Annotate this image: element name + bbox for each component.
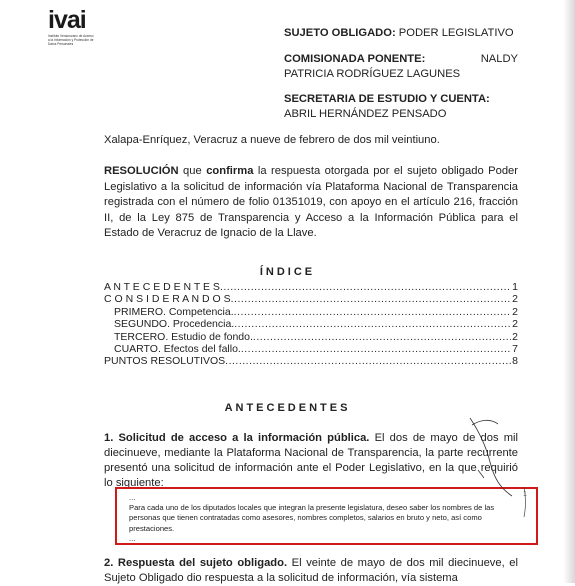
place-date: Xalapa-Enríquez, Veracruz a nueve de febrero de dos mil veintiuno. bbox=[104, 134, 440, 146]
toc-entry[interactable]: A N T E C E D E N T E S ..... 1 bbox=[104, 281, 518, 293]
antecedente-1-heading: 1. Solicitud de acceso a la información pública. bbox=[104, 432, 370, 444]
quote-ellipsis-bottom: ... bbox=[129, 533, 136, 543]
toc-entry[interactable]: PUNTOS RESOLUTIVOS ..... 8 bbox=[104, 355, 518, 367]
antecedentes-title: ANTECEDENTES bbox=[224, 402, 351, 414]
comisionada-value-2: PATRICIA RODRÍGUEZ LAGUNES bbox=[284, 67, 461, 80]
handwritten-mark: 1 bbox=[523, 491, 527, 498]
toc-entry[interactable]: SEGUNDO. Procedencia. ..... 2 bbox=[104, 318, 518, 330]
resolution-mid: que bbox=[178, 165, 207, 177]
resolution-verb: confirma bbox=[206, 165, 254, 177]
comisionada-label: COMISIONADA PONENTE: bbox=[284, 53, 426, 65]
toc-entry[interactable]: CUARTO. Efectos del fallo. ..... 7 bbox=[104, 343, 518, 355]
comisionada-value-1: NALDY bbox=[480, 53, 518, 65]
antecedente-1-text: El dos de mayo de dos mil diecinueve, mediante la Plataforma Nacional de Transparencia, la parte recurrente presentó una solicitud de información ante el Poder Legislativo, en la que requirió lo siguiente: bbox=[104, 432, 518, 489]
secretaria-value: ABRIL HERNÁNDEZ PENSADO bbox=[284, 107, 447, 120]
resolution-lead: RESOLUCIÓN bbox=[104, 165, 179, 177]
logo-tagline: Instituto Veracruzano de Acceso a la Información y Protección de Datos Personales bbox=[48, 34, 94, 46]
toc-entry[interactable]: C O N S I D E R A N D O S ..... 2 bbox=[104, 293, 518, 305]
quote-ellipsis-top: ... bbox=[129, 493, 136, 502]
toc-entry[interactable]: PRIMERO. Competencia. ..... 2 bbox=[104, 306, 518, 318]
pen-stroke bbox=[470, 418, 512, 496]
antecedente-2-heading: 2. Respuesta del sujeto obligado. bbox=[104, 557, 288, 569]
resolution-rest: la respuesta otorgada por el sujeto obligado Poder Legislativo a la solicitud de información vía Plataforma Nacional de Transparencia registrada con el número de folio 01351019, con apoyo en el artículo 216, fracción II, de la Ley 875 de Transparencia y Acceso a la Información Pública para el Estado de Veracruz de Ignacio de la Llave. bbox=[104, 165, 518, 240]
antecedente-2-text: El veinte de mayo de dos mil diecinueve, el Sujeto Obligado dio respuesta a la solicitud de información, vía sistema bbox=[104, 557, 519, 584]
logo-mark: ivai bbox=[48, 6, 86, 34]
sujeto-value: PODER LEGISLATIVO bbox=[398, 27, 514, 39]
pen-stroke bbox=[472, 420, 498, 425]
pen-stroke bbox=[478, 470, 484, 478]
index-title: ÍNDICE bbox=[259, 266, 316, 278]
quote-body: Para cada uno de los diputados locales que integran la presente legislatura, deseo saber los nombres de las personas que tienen contratadas como asesores, nombres completos, salarios en bruto y neto, así como prestaciones. bbox=[129, 503, 495, 533]
secretaria-label: SECRETARIA DE ESTUDIO Y CUENTA: bbox=[284, 93, 490, 105]
sujeto-label: SUJETO OBLIGADO: bbox=[284, 27, 396, 39]
toc-entry[interactable]: TERCERO. Estudio de fondo. ..... 2 bbox=[104, 331, 518, 343]
pen-stroke bbox=[524, 487, 526, 517]
